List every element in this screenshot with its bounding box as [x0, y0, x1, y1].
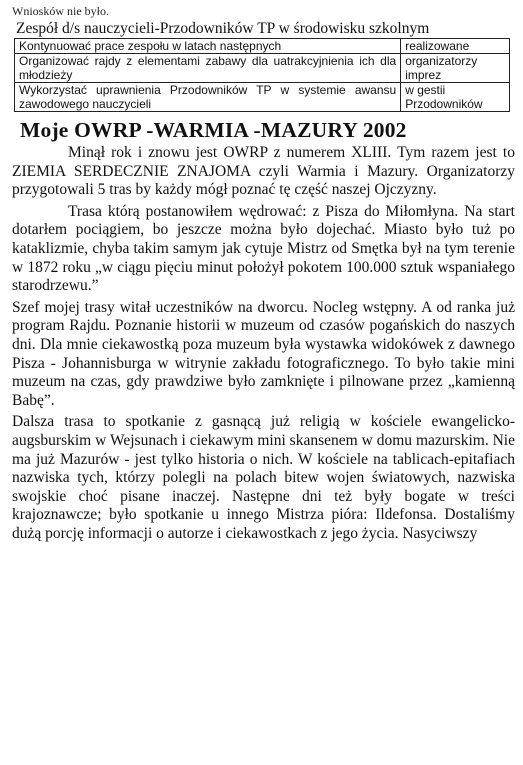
article-paragraph: Szef mojej trasy witał uczestników na dworcu. Nocleg wstępny. A od ranka już program Rajdu. Poznanie historii w muzeum od czasów pogańskich do naszych dni. Dla mnie ciekawostką poza muzeum była wystawka widokówek z dawnego Pisza - Johannisburga w witrynie zakładu fotograficznego. To było takie mini muzeum na czas, gdy prawdziwe było zamknięte i pilnowane przez „kamienną Babę”. [12, 298, 515, 409]
status-cell: w gestii Przodowników [401, 83, 510, 112]
article-paragraph: Minął rok i znowu jest OWRP z numerem XLIII. Tym razem jest to ZIEMIA SERDECZNIE ZNAJOMA czyli Warmia i Mazury. Organizatorzy przygotowali 5 tras by każdy mógł poznać tę część naszej Ojczyzny. [12, 144, 515, 199]
task-cell: Wykorzystać uprawnienia Przodowników TP w systemie awansu zawodowego nauczycieli [15, 83, 401, 112]
team-heading: Zespół d/s nauczycieli-Przodowników TP w środowisku szkolnym [16, 20, 430, 37]
tasks-table [14, 38, 510, 112]
top-note: Wniosków nie było. [12, 4, 109, 18]
table-row [15, 54, 510, 83]
status-cell: organizatorzy imprez [401, 54, 510, 83]
article-title: Moje OWRP -WARMIA -MAZURY 2002 [20, 118, 407, 142]
status-cell: realizowane [401, 39, 510, 54]
task-cell: Organizować rajdy z elementami zabawy dla uatrakcyjnienia ich dla młodzieży [15, 54, 401, 83]
article-body [12, 144, 515, 543]
article-paragraph: Trasa którą postanowiłem wędrować: z Pisza do Miłomłyna. Na start dotarłem pociągiem, bo jeszcze można było dojechać. Miasto było tuż po kataklizmie, chyba takim samym jak cytuje Mistrz od Smętka był na tym terenie w 1872 roku „w ciągu pięciu minut położył pokotem 100.000 sztuk wspaniałego starodrzewu.” [12, 202, 515, 295]
document-page [12, 4, 515, 543]
table-row [15, 83, 510, 112]
article-paragraph: Dalsza trasa to spotkanie z gasnącą już religią w kościele ewangelicko-augsburskim w Wejsunach i ciekawym mini skansenem w domu mazurskim. Nie ma już Mazurów - jest tylko historia o nich. W kościele na tablicach-epitafiach nazwiska tych, którzy polegli na polach bitew wojen światowych, nazwiska swojskie choć pisane inaczej. Następne dni też były bogate w treści krajoznawcze; było spotkanie u innego Mistrza pióra: Ildefonsa. Dostaliśmy dużą porcję informacji o autorze i ciekawostkach z jego życia. Nasyciwszy [12, 413, 515, 542]
table-row [15, 39, 510, 54]
task-cell: Kontynuować prace zespołu w latach następnych [15, 39, 401, 54]
